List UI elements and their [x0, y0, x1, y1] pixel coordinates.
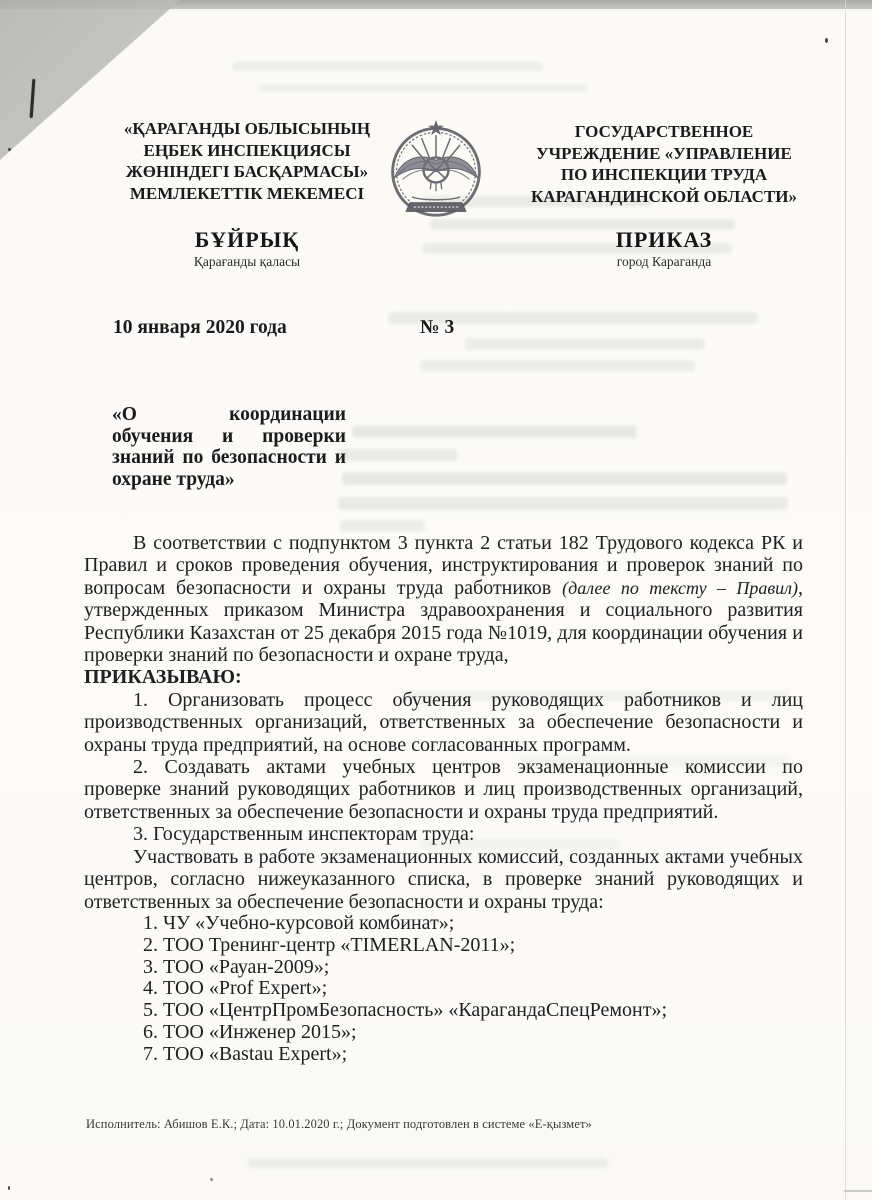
order-item-3: 3. Государственным инспекторам труда: — [133, 823, 475, 846]
subject-line: обучения и проверки — [112, 425, 346, 447]
paper-right-edge-line — [845, 0, 846, 1200]
kazakhstan-emblem-icon — [383, 110, 489, 226]
bleed-through-artifact — [465, 338, 705, 350]
doc-date: 10 января 2020 года — [113, 317, 287, 338]
list-item: 5. ТОО «ЦентрПромБезопасность» «КарагандаСпецРемонт»; — [143, 999, 668, 1022]
scan-speck — [210, 1178, 213, 1181]
doc-place-russian: город Караганда — [616, 254, 712, 269]
doc-number: № 3 — [420, 317, 455, 338]
org-name-kazakh — [98, 118, 396, 204]
order-body — [84, 532, 803, 1065]
paper-bottom-edge-line — [844, 1190, 872, 1192]
intro-text: , утвержденных приказом Министра здравоохранения и социального развития Республики Казахстан от 25 декабря 2015 года №1019, для координации обучения и проверки знаний по безопасности и охране труда, — [84, 576, 803, 667]
order-subject — [112, 404, 346, 490]
order-item-3-text: Участвовать в работе экзаменационных комиссий, созданных актами учебных центров, согласно нижеуказанного списка, в проверке знаний руководящих и ответственных за обеспечение безопасности и охраны труда: — [84, 845, 803, 913]
org-name-kk-line: ЕҢБЕК ИНСПЕКЦИЯСЫ — [143, 140, 351, 160]
intro-paragraph — [84, 532, 803, 666]
order-item-1: 1. Организовать процесс обучения руководящих работников и лиц производственных организаций, ответственных за обеспечение безопасности и охраны труда предприятий, на основе согласованных программ. — [84, 688, 803, 756]
list-item: 3. ТОО «Рауан-2009»; — [143, 955, 330, 978]
list-item: 2. ТОО Тренинг-центр «TIMERLAN-2011»; — [143, 933, 516, 956]
training-center-list — [84, 913, 803, 1066]
org-name-kk-line: ЖӨНІНДЕГІ БАСҚАРМАСЫ» — [125, 162, 369, 181]
intro-italic-note: (далее по тексту – Правил) — [562, 577, 798, 598]
subject-line: «О координации — [112, 404, 346, 425]
executor-footer: Исполнитель: Абишов Е.К.; Дата: 10.01.2020 г.; Документ подготовлен в системе «Е-қызмет» — [86, 1117, 592, 1131]
bleed-through-artifact — [420, 360, 695, 372]
bleed-through-artifact — [248, 1158, 608, 1168]
bleed-through-artifact — [232, 61, 542, 71]
org-name-ru-line: КАРАГАНДИНСКОЙ ОБЛАСТИ» — [530, 186, 798, 206]
org-name-ru-line: ГОСУДАРСТВЕННОЕ — [574, 122, 754, 141]
order-item-2: 2. Создавать актами учебных центров экзаменационные комиссии по проверке знаний руководящих работников и лиц производственных организаций, ответственных за обеспечение безопасности и охраны труда предприятий. — [84, 756, 803, 823]
bleed-through-artifact — [352, 425, 637, 438]
doc-type-kazakh: БҰЙРЫҚ — [194, 227, 300, 252]
bleed-through-artifact — [338, 449, 458, 461]
bleed-through-artifact — [342, 472, 787, 485]
subject-line: знаний по безопасности и — [112, 447, 346, 469]
scan-speck — [825, 38, 828, 43]
bleed-through-artifact — [340, 520, 425, 532]
org-name-kk-line: МЕМЛЕКЕТТІК МЕКЕМЕСІ — [129, 183, 365, 203]
org-name-ru-line: ПО ИНСПЕКЦИИ ТРУДА — [560, 165, 768, 184]
scan-speck — [8, 1186, 10, 1190]
scan-speck — [8, 148, 11, 151]
org-name-ru-line: УЧРЕЖДЕНИЕ «УПРАВЛЕНИЕ — [536, 143, 792, 163]
order-keyword: ПРИКАЗЫВАЮ: — [84, 666, 242, 689]
intro-text: В соответствии с подпунктом 3 пункта 2 статьи 182 Трудового кодекса РК и Правил и сроков проведения обучения, инструктирования и проверок знаний по вопросам безопасности и охраны труда работников — [84, 532, 803, 599]
list-item: 1. ЧУ «Учебно-курсовой комбинат»; — [143, 911, 455, 934]
org-name-kk-line: «ҚАРАГАНДЫ ОБЛЫСЫНЫҢ — [123, 119, 371, 138]
bleed-through-artifact — [338, 497, 788, 510]
list-item: 4. ТОО «Prof Expert»; — [143, 977, 328, 1000]
doc-place-kazakh: Қарағанды қаласы — [193, 254, 301, 269]
list-item: 7. ТОО «Bastau Expert»; — [143, 1042, 348, 1065]
subject-line: охране труда» — [112, 468, 235, 490]
doc-type-russian: ПРИКАЗ — [615, 227, 713, 252]
org-name-russian — [492, 121, 836, 207]
bleed-through-artifact — [258, 83, 588, 93]
list-item: 6. ТОО «Инженер 2015»; — [143, 1020, 357, 1043]
